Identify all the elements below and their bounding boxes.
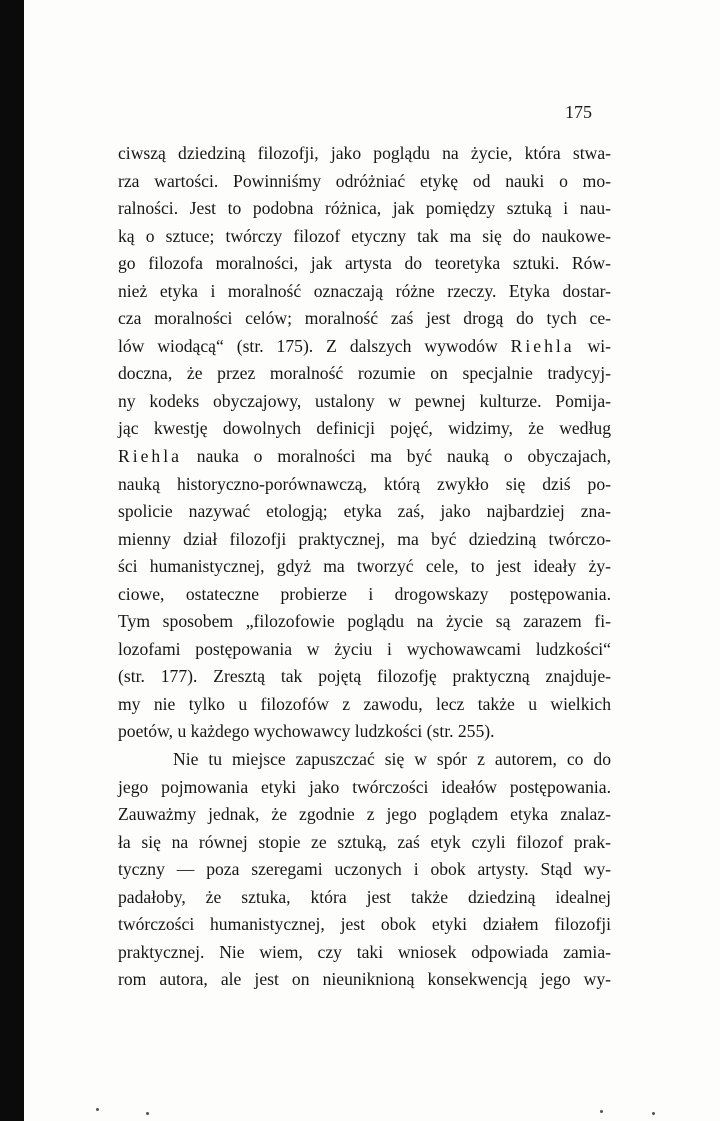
page-number: 175 [565, 102, 592, 122]
text-line-29: twórczości humanistycznej, jest obok etyki działem filozofji [118, 914, 611, 935]
text-line-15: mienny dział filozofji praktycznej, ma być dziedziną twórczo- [118, 528, 611, 549]
text-line-5: go filozofa moralności, jak artysta do teoretyka sztuki. Rów- [118, 253, 611, 274]
text-line-19: lozofami postępowania w życiu i wychowawcami ludzkości“ [118, 638, 611, 659]
text-line-7: cza moralności celów; moralność zaś jest drogą do tych ce- [118, 308, 611, 329]
text-line-14: spolicie nazywać etologją; etyka zaś, jako najbardziej zna- [118, 501, 611, 522]
text-line-8-end: wi- [574, 335, 611, 356]
body-text [118, 140, 611, 994]
text-line-24: jego pojmowania etyki jako twórczości ideałów postępowania. [118, 776, 611, 797]
text-line-17: ciowe, ostateczne probierze i drogowskazy postępowania. [118, 583, 611, 604]
text-line-9: doczna, że przez moralność rozumie on specjalnie tradycyj- [118, 363, 611, 384]
author-name-riehla: Riehla [510, 335, 575, 356]
text-line-10: ny kodeks obyczajowy, ustalony w pewnej kulturze. Pomija- [118, 390, 611, 411]
text-line-2: rza wartości. Powinniśmy odróżniać etykę od nauki o mo- [118, 170, 611, 191]
text-line-30: praktycznej. Nie wiem, czy taki wniosek odpowiada zamia- [118, 941, 611, 962]
text-line-12 [118, 443, 611, 471]
text-line-23: Nie tu miejsce zapuszczać się w spór z autorem, co do [173, 749, 611, 770]
text-line-16: ści humanistycznej, gdyż ma tworzyć cele, to jest ideały ży- [118, 556, 611, 577]
text-line-8 [118, 333, 611, 361]
text-line-8-start: lów wiodącą“ (str. 175). Z dalszych wywodów [118, 335, 511, 356]
text-line-6: nież etyka i moralność oznaczają różne rzeczy. Etyka dostar- [118, 280, 611, 301]
text-line-4: ką o sztuce; twórczy filozof etyczny tak ma się do naukowe- [118, 225, 611, 246]
text-line-1: ciwszą dziedziną filozofji, jako poglądu na życie, która stwa- [118, 143, 611, 163]
scan-binding-edge [0, 0, 24, 1121]
text-line-11: jąc kwestję dowolnych definicji pojęć, widzimy, że według [118, 418, 611, 439]
text-line-27: tyczny — poza szeregami uczonych i obok artysty. Stąd wy- [118, 859, 611, 880]
scan-speck [96, 1108, 99, 1111]
text-line-22: poetów, u każdego wychowawcy ludzkości (str. 255). [118, 721, 495, 742]
text-line-21: my nie tylko u filozofów z zawodu, lecz także u wielkich [118, 693, 611, 714]
text-line-13: nauką historyczno-porównawczą, którą zwykło się dziś po- [118, 473, 611, 494]
text-line-26: ła się na równej stopie ze sztuką, zaś etyk czyli filozof prak- [118, 831, 611, 852]
scan-speck [600, 1110, 603, 1113]
text-line-25: Zauważmy jednak, że zgodnie z jego poglądem etyka znalaz- [118, 804, 611, 825]
scan-speck [146, 1112, 149, 1115]
text-line-18: Tym sposobem „filozofowie poglądu na życie są zarazem fi- [118, 611, 611, 632]
text-line-31: rom autora, ale jest on nieuniknioną konsekwencją jego wy- [118, 969, 611, 990]
scan-speck [652, 1112, 655, 1115]
text-line-20: (str. 177). Zresztą tak pojętą filozofję praktyczną znajduje- [118, 666, 611, 687]
author-name-riehla: Riehla [118, 446, 182, 467]
text-line-3: ralności. Jest to podobna różnica, jak pomiędzy sztuką i nau- [118, 198, 611, 219]
text-line-28: padałoby, że sztuka, która jest także dziedziną idealnej [118, 886, 611, 907]
text-line-12-rest: nauka o moralności ma być nauką o obyczajach, [181, 446, 611, 467]
